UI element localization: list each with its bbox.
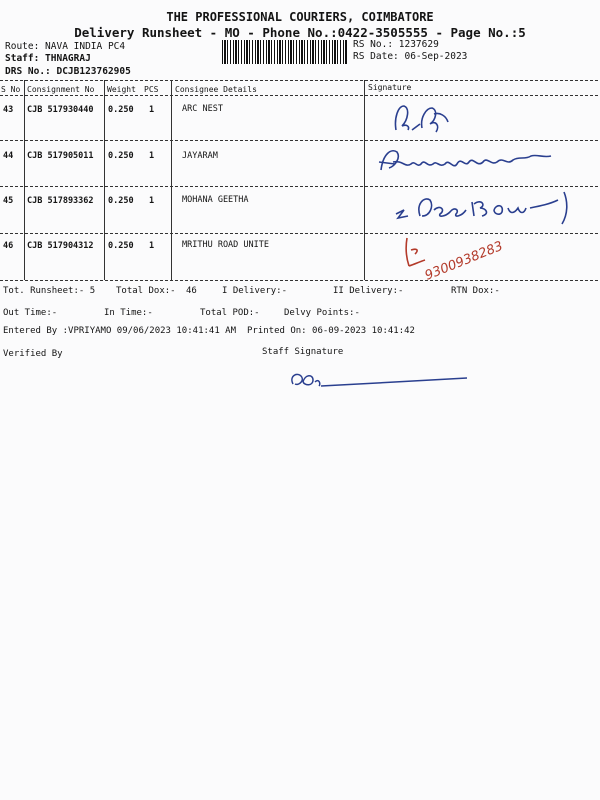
drs-number: DRS No.: DCJB123762905 [5,66,131,77]
company-title: THE PROFESSIONAL COURIERS, COIMBATORE [166,10,434,24]
tot-runsheet: Tot. Runsheet:- 5 [3,286,96,296]
ii-delivery: II Delivery:- [333,286,404,296]
row-sno: 43 [3,105,14,115]
col-header-pcs: PCS [144,85,159,94]
verified-by: Verified By [3,349,63,359]
row-consignee: ARC NEST [182,104,223,114]
total-dox-value: 46 [186,286,197,296]
footer-rule [0,280,598,281]
out-time: Out Time:- [3,308,58,318]
row-weight: 0.250 [108,151,134,161]
col-divider [364,80,365,280]
row-sno: 46 [3,241,14,251]
barcode [222,40,347,64]
signature-row-44 [375,142,555,182]
col-divider [24,80,25,280]
col-header-consignee: Consignee Details [175,85,257,94]
table-top-rule [0,80,598,81]
col-header-weight: Weight [107,85,136,94]
row-consignment: CJB 517905011 [27,151,94,161]
row-pcs: 1 [149,105,155,115]
row-consignee: MRITHU ROAD UNITE [182,240,269,250]
signature-row-46 [395,228,525,288]
rtn-dox: RTN Dox:- [451,286,500,296]
row-consignment: CJB 517893362 [27,196,94,206]
col-header-sno: S No [1,85,21,94]
row-weight: 0.250 [108,196,134,206]
row-consignee: MOHANA GEETHA [182,195,249,205]
col-header-signature: Signature [368,83,412,92]
staff-signature [285,368,475,394]
col-header-consignment: Consignment No [27,85,95,94]
row-pcs: 1 [149,196,155,206]
rs-number: RS No.: 1237629 [353,39,439,50]
handwritten-phone-number: 9300938283 [422,238,506,284]
row-pcs: 1 [149,241,155,251]
staff-signature-label: Staff Signature [262,347,344,357]
rs-date: RS Date: 06-Sep-2023 [353,51,468,62]
row-consignee: JAYARAM [182,151,218,161]
signature-row-43 [390,100,460,140]
total-dox-label: Total Dox:- [116,286,176,296]
row-sno: 45 [3,196,14,206]
row-pcs: 1 [149,151,155,161]
table-header-rule [0,95,598,96]
row-consignment: CJB 517930440 [27,105,94,115]
row-consignment: CJB 517904312 [27,241,94,251]
row-weight: 0.250 [108,105,134,115]
entered-by: Entered By :VPRIYAMO 09/06/2023 10:41:41 AM [3,326,236,336]
runsheet-subtitle: Delivery Runsheet - MO - Phone No.:0422-3505555 - Page No.:5 [74,25,526,40]
total-pod: Total POD:- [200,308,260,318]
signature-row-45 [390,186,580,232]
route-label: Route: NAVA INDIA PC4 [5,41,126,52]
i-delivery: I Delivery:- [222,286,288,296]
printed-on: Printed On: 06-09-2023 10:41:42 [247,326,415,336]
staff-label: Staff: THNAGRAJ [5,53,91,64]
delvy-points: Delvy Points:- [284,308,360,318]
row-sno: 44 [3,151,14,161]
col-divider [104,80,105,280]
row-rule [0,140,598,141]
in-time: In Time:- [104,308,153,318]
col-divider [171,80,172,280]
row-weight: 0.250 [108,241,134,251]
